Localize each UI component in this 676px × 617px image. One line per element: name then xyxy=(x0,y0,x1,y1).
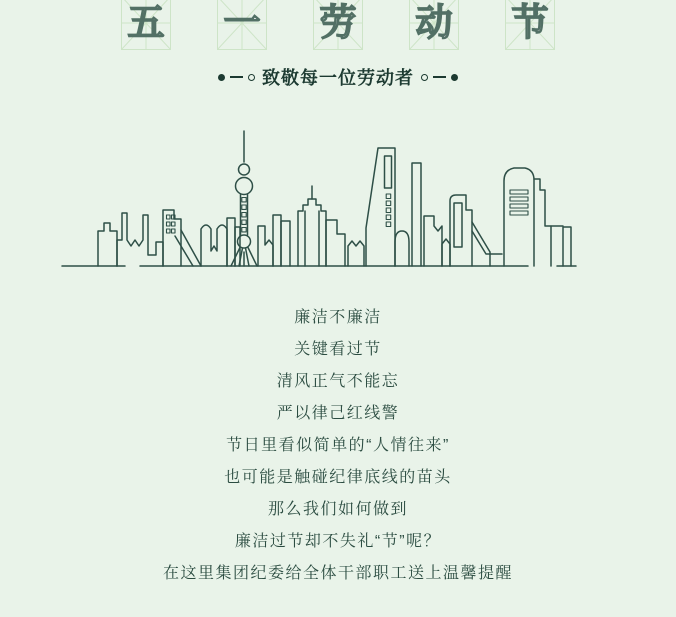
verse-line: 清风正气不能忘 xyxy=(276,373,400,390)
verse-line: 廉洁过节却不失礼“节”呢？ xyxy=(234,533,442,550)
subtitle-text: 致敬每一位劳动者 xyxy=(262,68,414,88)
verse-line: 关键看过节 xyxy=(294,341,382,358)
verse-line: 在这里集团纪委给全体干部职工送上温馨提醒 xyxy=(162,565,513,582)
verse-line: 节日里看似简单的“人情往来” xyxy=(226,437,450,454)
body-text xyxy=(0,302,676,590)
verse-line: 廉洁不廉洁 xyxy=(294,309,382,326)
title-character: 动 xyxy=(415,2,453,43)
title-character: 劳 xyxy=(319,2,357,43)
title-character: 一 xyxy=(223,2,261,43)
verse-line: 也可能是触碰纪律底线的苗头 xyxy=(224,469,452,486)
title-character: 五 xyxy=(127,2,165,43)
verse-line: 那么我们如何做到 xyxy=(267,501,408,518)
verse-line: 严以律己红线警 xyxy=(276,405,400,422)
title-character: 节 xyxy=(511,2,549,43)
